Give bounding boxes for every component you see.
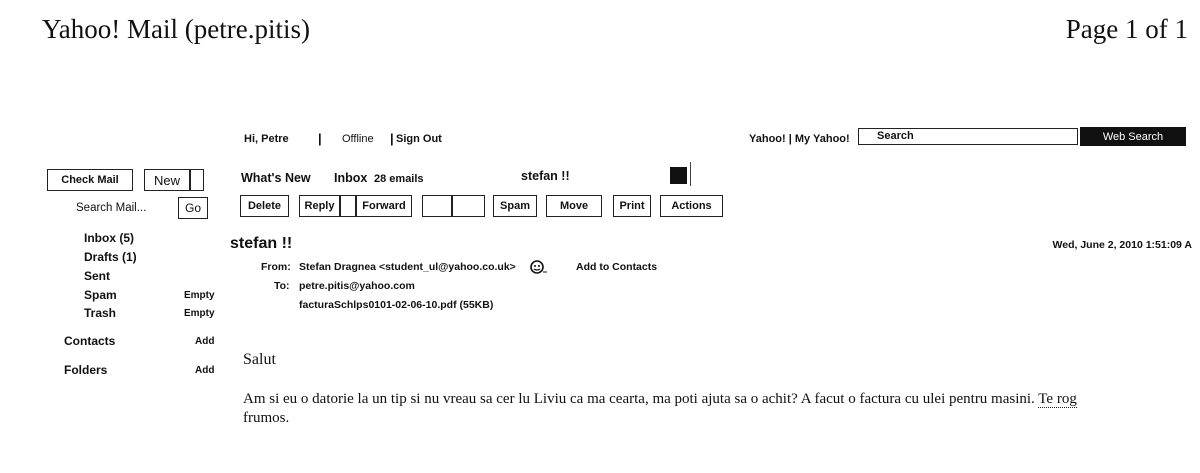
new-button[interactable]: New [144, 169, 190, 191]
body-line-1: Am si eu o datorie la un tip si nu vreau sa cer lu Liviu ca ma cearta, ma poti ajuta sa o achit? A facut o factura cu ulei pentru masini. [243, 391, 1035, 407]
body-paragraph [243, 391, 1077, 408]
whats-new-tab[interactable]: What's New [241, 171, 311, 185]
print-page-number: Page 1 of 1 [1065, 14, 1188, 44]
body-line-2: frumos. [243, 410, 290, 426]
more-dropdown-arrow[interactable] [452, 195, 485, 217]
delete-button[interactable]: Delete [240, 195, 289, 217]
spam-button[interactable]: Spam [493, 195, 537, 217]
search-mail-label[interactable]: Search Mail... [76, 202, 147, 214]
forward-button[interactable]: Forward [356, 195, 412, 217]
close-tab-icon[interactable] [670, 167, 687, 184]
from-value: Stefan Dragnea <student_ul@yahoo.co.uk> [299, 261, 516, 273]
folder-spam[interactable]: Spam [84, 288, 117, 302]
contacts-link[interactable]: Contacts [64, 334, 116, 348]
message-subject: stefan !! [230, 235, 293, 252]
inbox-tab[interactable]: Inbox [334, 171, 368, 185]
status-offline[interactable]: Offline [342, 133, 374, 145]
inbox-count: 28 emails [374, 173, 424, 185]
separator: | [318, 131, 322, 146]
to-value: petre.pitis@yahoo.com [299, 280, 415, 292]
spam-empty-link[interactable]: Empty [184, 290, 215, 301]
new-dropdown-arrow[interactable] [190, 169, 204, 191]
folder-sent[interactable]: Sent [84, 269, 111, 283]
print-title: Yahoo! Mail (petre.pitis) [42, 14, 310, 44]
move-button[interactable]: Move [546, 195, 602, 217]
reply-dropdown-arrow[interactable] [340, 195, 356, 217]
folder-drafts[interactable]: Drafts (1) [84, 250, 137, 264]
folder-trash[interactable]: Trash [84, 306, 117, 320]
reply-button[interactable]: Reply [299, 195, 340, 217]
body-greeting: Salut [243, 351, 276, 368]
more-button[interactable] [422, 195, 452, 217]
message-date: Wed, June 2, 2010 1:51:09 A [1052, 239, 1192, 251]
add-to-contacts-link[interactable]: Add to Contacts [576, 261, 658, 273]
greeting: Hi, Petre [244, 133, 289, 145]
sender-status-icon[interactable] [529, 259, 547, 280]
body-link[interactable]: Te rog [1038, 391, 1077, 407]
tab-divider [690, 162, 691, 186]
folder-inbox[interactable]: Inbox (5) [84, 231, 134, 245]
attachment-link[interactable]: facturaSchlps0101-02-06-10.pdf (55KB) [299, 299, 494, 311]
web-search-button[interactable]: Web Search [1080, 127, 1186, 146]
contacts-add-link[interactable]: Add [195, 336, 215, 347]
check-mail-button[interactable]: Check Mail [47, 169, 133, 191]
message-tab[interactable]: stefan !! [521, 169, 570, 183]
folders-add-link[interactable]: Add [195, 365, 215, 376]
web-search-input[interactable]: Search [858, 128, 1078, 145]
separator: | [390, 131, 394, 146]
sign-out-link[interactable]: Sign Out [396, 133, 442, 145]
go-button[interactable]: Go [178, 197, 208, 219]
from-label: From: [261, 261, 291, 273]
folders-link[interactable]: Folders [64, 363, 108, 377]
yahoo-links[interactable]: Yahoo! | My Yahoo! [749, 133, 850, 145]
print-button[interactable]: Print [613, 195, 651, 217]
actions-button[interactable]: Actions [660, 195, 723, 217]
trash-empty-link[interactable]: Empty [184, 308, 215, 319]
to-label: To: [274, 280, 290, 292]
